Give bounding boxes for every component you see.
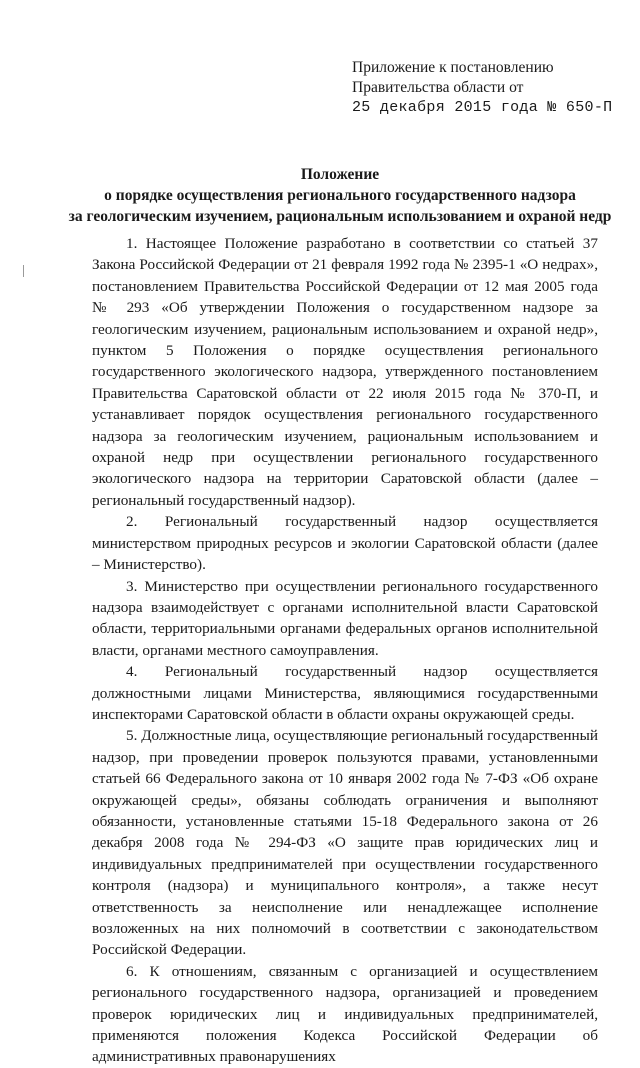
document-body <box>92 233 598 1068</box>
paragraph-3: 3. Министерство при осуществлении регионального государственного надзора взаимодействует с органами исполнительной власти Саратовской области, территориальными органами федеральных органов исполнительной власти, органами местного самоуправления. <box>92 577 598 659</box>
appendix-line-2: Правительства области от <box>352 79 524 96</box>
paragraph-6: 6. К отношениям, связанным с организацией и осуществлением регионального государственного надзора, организацией и проведением проверок юридических лиц и индивидуальных предпринимателей, применяются положения Кодекса Российской Федерации об административных правонарушениях <box>92 962 598 1066</box>
appendix-date-line: 25 декабря 2015 года № 650-П <box>352 99 613 116</box>
appendix-header <box>352 58 612 118</box>
margin-mark <box>23 265 24 277</box>
title-line-2: о порядке осуществления регионального государственного надзора <box>104 187 576 204</box>
title-line-1: Положение <box>300 166 380 183</box>
appendix-line-1: Приложение к постановлению <box>352 59 554 76</box>
paragraph-5: 5. Должностные лица, осуществляющие региональный государственный надзор, при проведении проверок пользуются правами, установленными статьей 66 Федерального закона от 10 января 2002 года № 7-ФЗ «Об охране окружающей среды», обязаны соблюдать ограничения и выполняют обязанности, установленные статьями 15-18 Федерального закона от 26 декабря 2008 года № 294-ФЗ «О защите прав юридических лиц и индивидуальных предпринимателей при осуществлении государственного контроля (надзора) и муниципального контроля», а также несут ответственность за неисполнение или ненадлежащее исполнение возложенных на них полномочий в соответствии с законодательством Российской Федерации. <box>92 727 598 959</box>
paragraph-4: 4. Региональный государственный надзор осуществляется должностными лицами Министерства, являющимися государственными инспекторами Саратовской области в области охраны окружающей среды. <box>92 663 598 723</box>
paragraph-1: 1. Настоящее Положение разработано в соответствии со статьей 37 Закона Российской Федерации от 21 февраля 1992 года № 2395-1 «О недрах», постановлением Правительства Российской Федерации от 12 мая 2005 года № 293 «Об утверждении Положения о государственном надзоре за геологическим изучением, рациональным использованием и охраной недр», пунктом 5 Положения о порядке осуществления регионального государственного экологического надзора, утвержденного постановлением Правительства Саратовской области от 22 июля 2015 года № 370-П, и устанавливает порядок осуществления регионального государственного надзора за геологическим изучением, рациональным использованием и охраной недр при осуществлении регионального государственного экологического надзора на территории Саратовской области (далее – региональный государственный надзор). <box>92 235 598 509</box>
document-title <box>60 164 620 227</box>
title-line-3: за геологическим изучением, рациональным использованием и охраной недр <box>68 208 612 225</box>
paragraph-2: 2. Региональный государственный надзор осуществляется министерством природных ресурсов и экологии Саратовской области (далее – Министерство). <box>92 513 598 574</box>
